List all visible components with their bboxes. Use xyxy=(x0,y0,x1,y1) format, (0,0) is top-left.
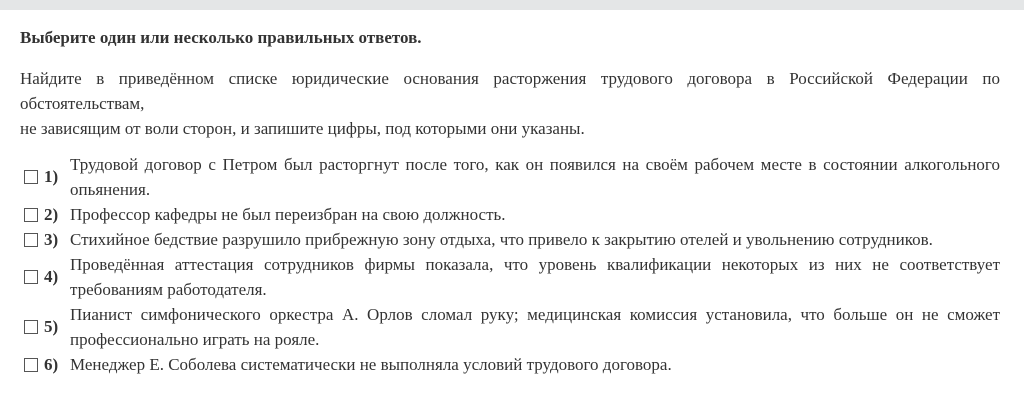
checkbox-option-3[interactable] xyxy=(24,233,38,247)
option-number: 4) xyxy=(44,267,59,286)
question-line-2: не зависящим от воли сторон, и запишите цифры, под которыми они указаны. xyxy=(20,119,585,138)
question-line-1: Найдите в приведённом списке юридические основания расторжения трудового договора в Российской Федерации по обстоятельствам, xyxy=(20,69,1000,113)
option-text: Стихийное бедствие разрушило прибрежную зону отдыха, что привело к закрытию отелей и увольнению сотрудников. xyxy=(70,230,933,249)
option-number: 5) xyxy=(44,317,59,336)
checkbox-option-2[interactable] xyxy=(24,208,38,222)
option-2[interactable] xyxy=(20,202,1000,227)
option-text: Трудовой договор с Петром был расторгнут после того, как он появился на своём рабочем месте в состоянии алкогольного опьянения. xyxy=(70,155,1000,199)
option-number: 1) xyxy=(44,167,59,186)
checkbox-option-1[interactable] xyxy=(24,170,38,184)
option-1[interactable] xyxy=(20,152,1000,202)
option-number: 3) xyxy=(44,229,59,249)
question-text xyxy=(20,66,1000,141)
answer-options xyxy=(20,152,1000,377)
option-6[interactable] xyxy=(20,352,1000,377)
top-bar xyxy=(0,0,1024,10)
task-container xyxy=(20,26,1000,377)
option-5[interactable] xyxy=(20,302,1000,352)
option-text: Проведённая аттестация сотрудников фирмы показала, что уровень квалификации некоторых из них не соответствует требованиям работодателя. xyxy=(70,255,1000,299)
option-3[interactable] xyxy=(20,227,1000,252)
checkbox-option-4[interactable] xyxy=(24,270,38,284)
option-text: Пианист симфонического оркестра А. Орлов сломал руку; медицинская комиссия установила, что больше он не сможет профессионально играть на рояле. xyxy=(70,305,1000,349)
checkbox-option-5[interactable] xyxy=(24,320,38,334)
option-text: Менеджер Е. Соболева систематически не выполняла условий трудового договора. xyxy=(70,355,672,374)
option-number: 6) xyxy=(44,354,59,374)
option-number: 2) xyxy=(44,204,59,224)
task-instruction: Выберите один или несколько правильных ответов. xyxy=(20,28,422,47)
checkbox-option-6[interactable] xyxy=(24,358,38,372)
option-text: Профессор кафедры не был переизбран на свою должность. xyxy=(70,205,506,224)
option-4[interactable] xyxy=(20,252,1000,302)
